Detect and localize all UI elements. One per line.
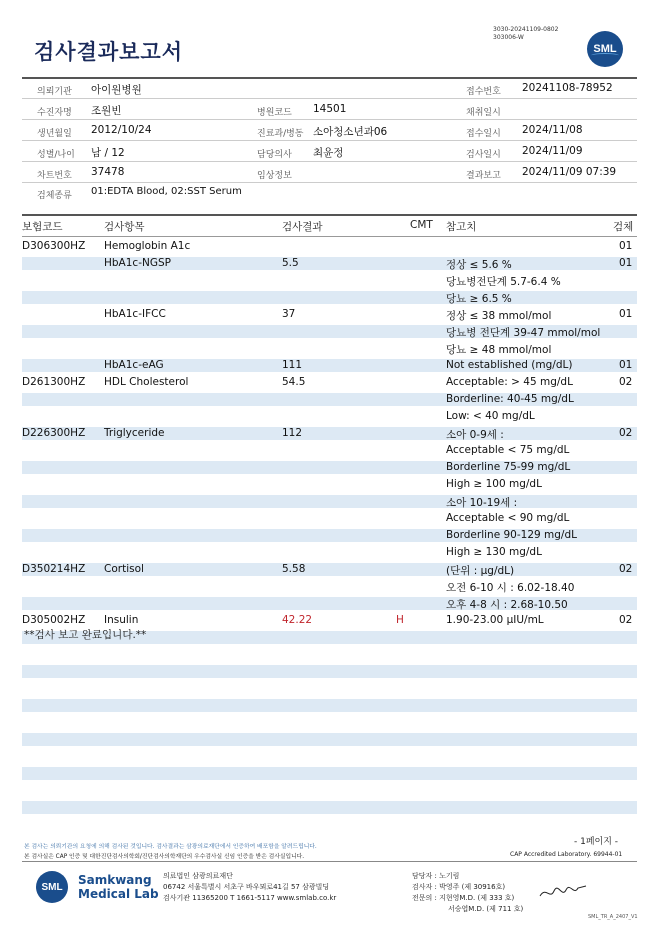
row-band [22,665,637,678]
col-header-ref: 참고치 [446,221,477,233]
staff-block [412,871,523,915]
cell-result: 111 [282,359,303,371]
specimen-value: 01:EDTA Blood, 02:SST Serum [91,186,242,197]
dept-label: 진료과/병동 [257,129,304,139]
cell-spec: 02 [619,376,633,388]
completion-note: **검사 보고 완료입니다.** [24,629,147,641]
row-band [22,699,637,712]
table-row [0,391,655,408]
cell-code: D226300HZ [22,427,86,439]
sml-logo [587,31,623,67]
header-divider [22,77,637,79]
cell-item: Cortisol [104,563,144,575]
table-top-rule [22,214,637,216]
receipt-date-label: 접수일시 [466,129,501,139]
cell-code: D306300HZ [22,240,86,252]
cell-result: 5.58 [282,563,306,575]
info-divider [22,161,637,162]
footer-sml-logo [36,871,68,903]
cell-spec: 02 [619,614,633,626]
cell-item: HDL Cholesterol [104,376,189,388]
clinical-label: 임상정보 [257,171,292,181]
cell-item: Triglyceride [104,427,165,439]
form-version: SML_TR_A_2407_V1 [588,914,638,920]
dob-value: 2012/10/24 [91,124,152,136]
cell-ref: High ≥ 100 mg/dL [446,478,542,490]
row-band [22,733,637,746]
table-row [0,340,655,357]
cap-accreditation: CAP Accredited Laboratory. 69944-01 [510,851,623,858]
cell-result: 42.22 [282,614,313,626]
cell-ref: 소아 10-19세 : [446,497,518,509]
table-header-rule [22,236,637,237]
cell-ref: 오전 6-10 시 : 6.02-18.40 [446,582,575,594]
document-code-line2: 303006-W [493,34,524,41]
cell-code: D305002HZ [22,614,86,626]
col-header-cmt: CMT [410,219,433,231]
cell-ref: Not established (mg/dL) [446,359,573,371]
info-divider [22,119,637,120]
col-header-spec: 검체 [613,221,634,233]
cell-spec: 01 [619,359,633,371]
cell-ref: 1.90-23.00 µIU/mL [446,614,544,626]
org-name: 의료법인 삼광의료재단 [163,872,233,880]
table-row [0,476,655,493]
table-row [0,527,655,544]
cell-spec: 01 [619,240,633,252]
info-divider [22,140,637,141]
specimen-label: 검체종류 [37,191,72,201]
footer-divider [22,861,637,862]
receipt-no-value: 20241108-78952 [522,82,613,94]
test-date-label: 검사일시 [466,150,501,160]
chart-no-value: 37478 [91,166,125,178]
row-band [22,767,637,780]
lab-address-block [163,871,336,904]
cell-ref: Acceptable < 90 mg/dL [446,512,570,524]
table-row [0,578,655,595]
cell-ref: Borderline: 40-45 mg/dL [446,393,574,405]
notice-line2: 본 검사실은 CAP 인증 및 대한진단검사의학회/진단검사의학재단의 우수검사실 신임 인증을 받은 검사실입니다. [24,854,305,860]
cell-ref: High ≥ 130 mg/dL [446,546,542,558]
table-row [0,272,655,289]
document-code-line1: 3030-20241109-0802 [493,26,559,33]
page-number: - 1페이지 - [574,837,619,847]
cell-code: D261300HZ [22,376,86,388]
cell-ref: 당뇨병전단계 5.7-6.4 % [446,276,561,288]
cell-item: HbA1c-IFCC [104,308,166,320]
table-row [0,374,655,391]
cell-ref: (단위 : µg/dL) [446,565,515,577]
sex-age-label: 성별/나이 [37,150,75,160]
cell-ref: Low: < 40 mg/dL [446,410,535,422]
requester-value: 아이원병원 [91,84,142,96]
cell-result: 5.5 [282,257,299,269]
lab-name-line2: Medical Lab [78,887,159,901]
table-row [0,238,655,255]
table-row [0,544,655,561]
lab-name [78,873,159,901]
lab-name-line1: Samkwang [78,873,152,887]
sex-age-value: 남 / 12 [91,147,125,159]
col-header-item: 검사항목 [104,221,145,233]
cell-flag: H [396,614,404,626]
cell-ref: 오후 4-8 시 : 2.68-10.50 [446,599,568,611]
cell-ref: Borderline 75-99 mg/dL [446,461,571,473]
cell-item: Hemoglobin A1c [104,240,191,252]
document-code [493,26,558,42]
requester-label: 의뢰기관 [37,87,72,97]
table-row [0,493,655,510]
table-row [0,306,655,323]
col-header-code: 보험코드 [22,221,63,233]
doctor-value: 최윤정 [313,147,344,159]
cell-ref: 당뇨병 전단계 39-47 mmol/mol [446,327,601,339]
table-row [0,442,655,459]
cell-code: D350214HZ [22,563,86,575]
cell-item: HbA1c-NGSP [104,257,171,269]
hospital-code-label: 병원코드 [257,108,292,118]
notice-line1: 본 검사는 의뢰기관의 요청에 의해 검사된 것입니다. 검사결과는 삼광의료재단에서 인증하여 배포함을 알려드립니다. [24,844,317,850]
info-divider [22,182,637,183]
table-row [0,408,655,425]
cell-ref: Acceptable < 75 mg/dL [446,444,570,456]
cell-spec: 01 [619,257,633,269]
table-row [0,289,655,306]
cell-result: 54.5 [282,376,306,388]
cell-ref: 정상 ≤ 38 mmol/mol [446,310,552,322]
result-report-label: 결과보고 [466,171,501,181]
collect-date-label: 채취일시 [466,108,501,118]
table-row [0,357,655,374]
test-date-value: 2024/11/09 [522,145,583,157]
org-number: 검사기관 11365200 T 1661-5117 www.smlab.co.kr [163,894,337,902]
cell-spec: 01 [619,308,633,320]
table-row [0,459,655,476]
cell-spec: 02 [619,427,633,439]
cell-ref: 당뇨 ≥ 48 mmol/mol [446,344,552,356]
cell-ref: Borderline 90-129 mg/dL [446,529,577,541]
table-row [0,595,655,612]
cell-ref: 당뇨 ≥ 6.5 % [446,293,512,305]
staff-tester: 검사자 : 박영주 (제 30916호) [412,883,506,891]
receipt-date-value: 2024/11/08 [522,124,583,136]
table-row [0,561,655,578]
staff-specialist1: 전문의 : 지현영M.D. (제 333 호) [412,894,515,902]
cell-ref: 정상 ≤ 5.6 % [446,259,512,271]
dept-value: 소아청소년과06 [313,126,388,138]
info-divider [22,98,637,99]
patient-label: 수진자명 [37,108,72,118]
table-row [0,323,655,340]
sml-logo-text: SML [593,43,617,55]
table-row [0,425,655,442]
table-row [0,255,655,272]
footer-sml-logo-text: SML [41,881,63,893]
cell-ref: Acceptable: > 45 mg/dL [446,376,573,388]
doctor-label: 담당의사 [257,150,292,160]
staff-contact: 담당자 : 노기림 [412,872,460,880]
cell-spec: 02 [619,563,633,575]
receipt-no-label: 접수번호 [466,87,501,97]
chart-no-label: 차트번호 [37,171,72,181]
cell-item: Insulin [104,614,139,626]
hospital-code-value: 14501 [313,103,347,115]
cell-item: HbA1c-eAG [104,359,164,371]
report-title: 검사결과보고서 [34,40,184,64]
staff-specialist2: 서승엽M.D. (제 711 호) [448,905,524,913]
patient-value: 조원빈 [91,105,122,117]
col-header-result: 검사결과 [282,221,323,233]
cell-result: 37 [282,308,296,320]
signature [538,882,588,904]
table-row [0,510,655,527]
cell-result: 112 [282,427,303,439]
row-band [22,801,637,814]
address: 06742 서울특별시 서초구 바우뫼로41길 57 삼광빌딩 [163,883,330,891]
dob-label: 생년월일 [37,129,72,139]
cell-ref: 소아 0-9세 : [446,429,504,441]
result-report-value: 2024/11/09 07:39 [522,166,617,178]
